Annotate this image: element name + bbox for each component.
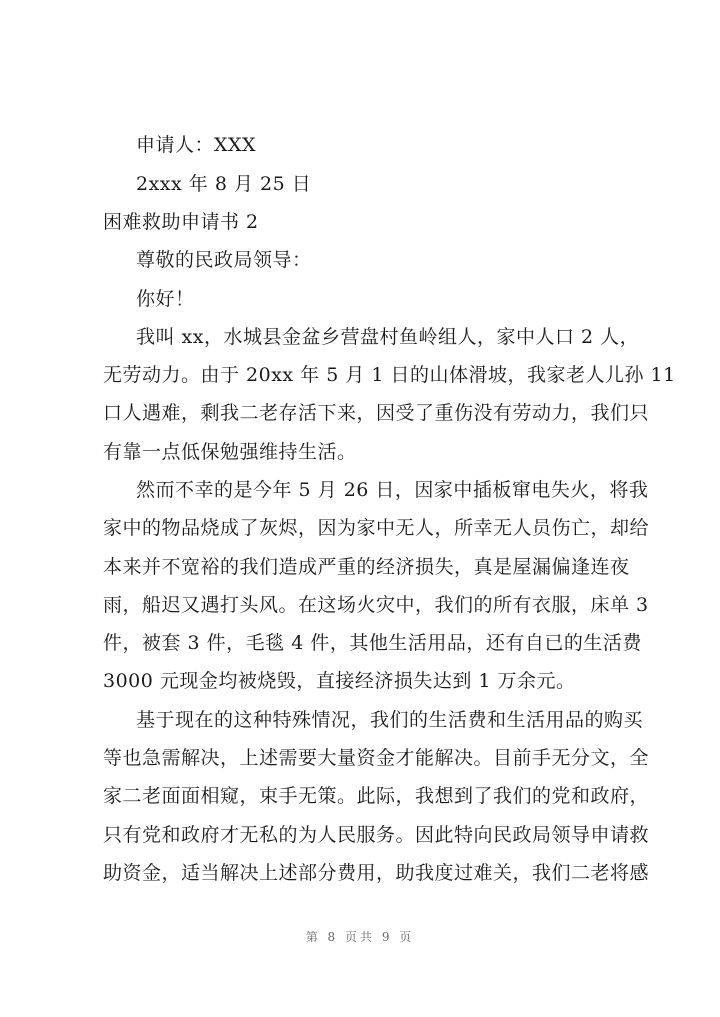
page-number-footer: 第 8 页共 9 页 xyxy=(305,930,415,944)
paragraph-line: 基于现在的这种特殊情况，我们的生活费和生活用品的购买 xyxy=(136,709,644,731)
paragraph-line: 家中的物品烧成了灰烬，因为家中无人，所幸无人员伤亡，却给 xyxy=(103,517,650,539)
paragraph-line: 件，被套 3 件，毛毯 4 件，其他生活用品，还有自已的生活费 xyxy=(103,632,642,654)
applicant-line: 申请人：XXX xyxy=(136,134,257,156)
paragraph-line: 家二老面面相窥，束手无策。此际，我想到了我们的党和政府， xyxy=(103,785,650,807)
paragraph-line: 有靠一点低保勉强维持生活。 xyxy=(103,441,357,463)
paragraph-line: 等也急需解决，上述需要大量资金才能解决。目前手无分文，全 xyxy=(103,747,650,769)
salutation: 尊敬的民政局领导： xyxy=(136,249,312,271)
paragraph-line: 我叫 xx，水城县金盆乡营盘村鱼岭组人，家中人口 2 人， xyxy=(136,326,640,348)
paragraph-line: 口人遇难，剩我二老存活下来，因受了重伤没有劳动力，我们只 xyxy=(103,402,650,424)
paragraph-line: 无劳动力。由于 20xx 年 5 月 1 日的山体滑坡，我家老人儿孙 11 xyxy=(103,364,676,386)
paragraph-line: 3000 元现金均被烧毁，直接经济损失达到 1 万余元。 xyxy=(103,670,576,692)
paragraph-line: 助资金，适当解决上述部分费用，助我度过难关，我们二老将感 xyxy=(103,862,650,884)
paragraph-line: 只有党和政府才无私的为人民服务。因此特向民政局领导申请救 xyxy=(103,824,650,846)
paragraph-line: 本来并不宽裕的我们造成严重的经济损失，真是屋漏偏逢连夜 xyxy=(103,556,630,578)
paragraph-line: 然而不幸的是今年 5 月 26 日，因家中插板窜电失火，将我 xyxy=(136,479,649,501)
paragraph-line: 雨，船迟又遇打头风。在这场火灾中，我们的所有衣服，床单 3 xyxy=(103,594,649,616)
date-line: 2xxx 年 8 月 25 日 xyxy=(136,173,312,195)
document-title: 困难救助申请书 2 xyxy=(103,211,259,233)
greeting: 你好！ xyxy=(136,288,195,310)
